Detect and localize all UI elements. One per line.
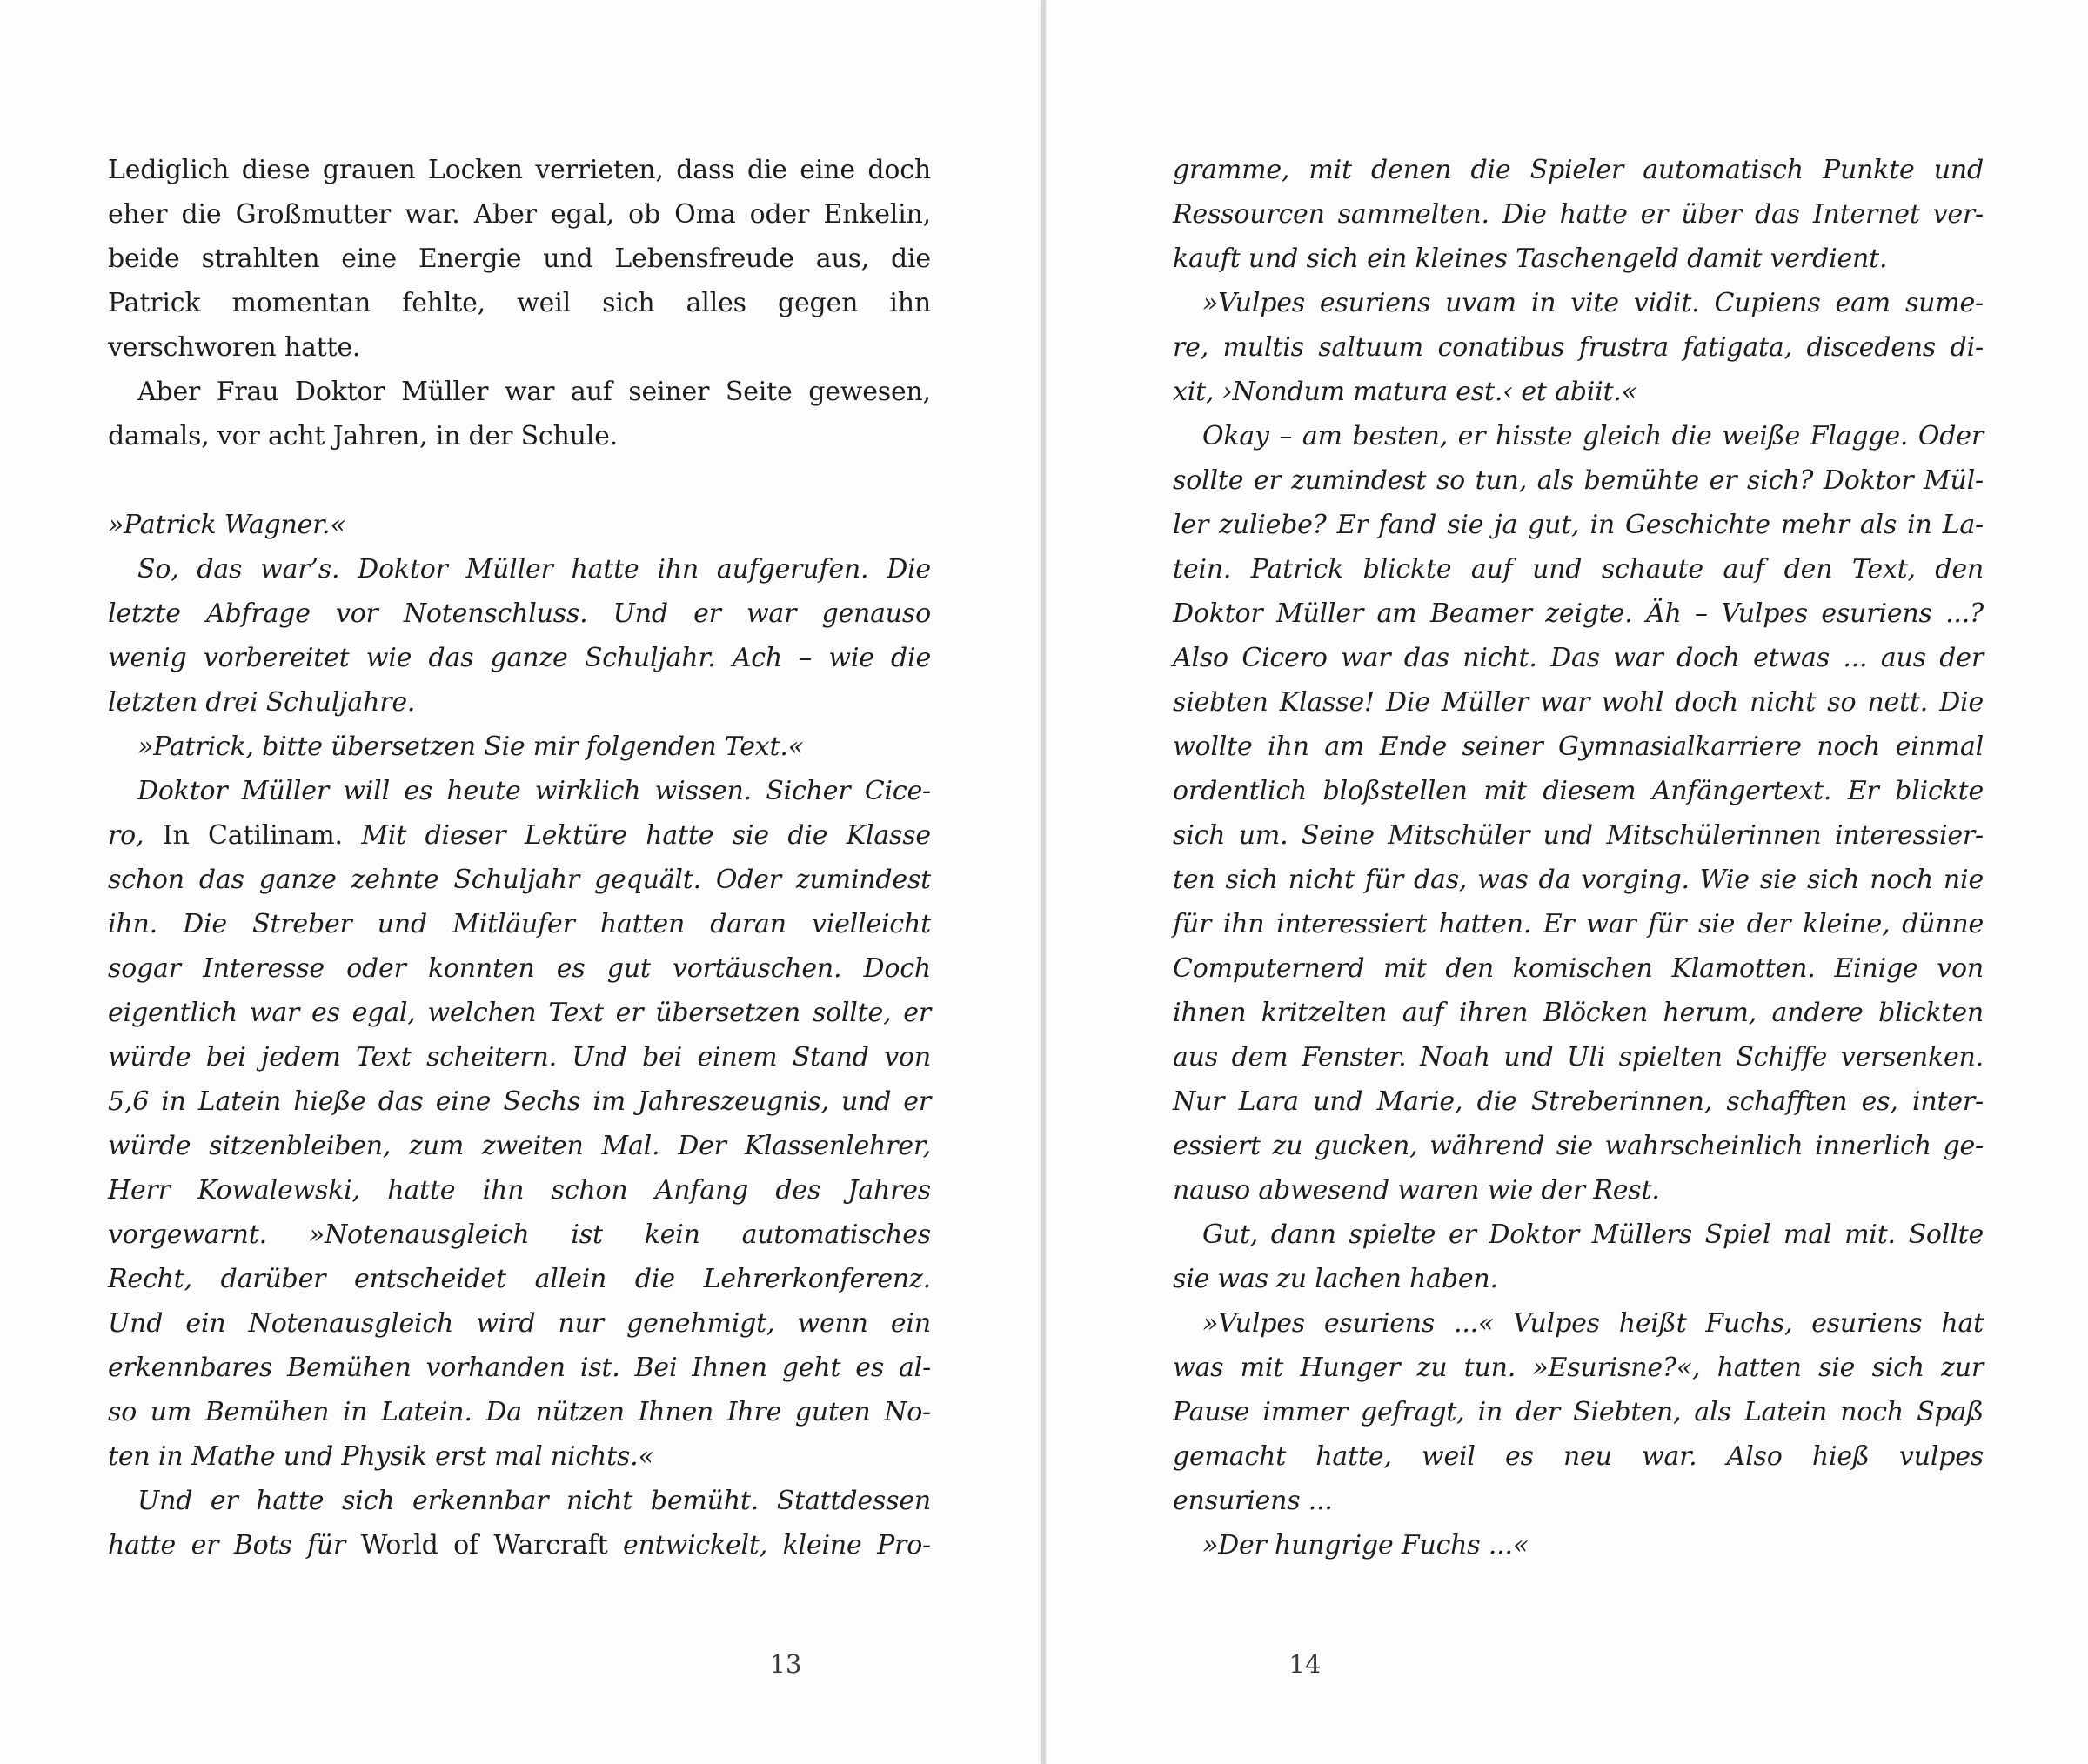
text-segment: In Catilinam. [162,820,343,851]
text-segment: Mit dieser Lektüre hatte sie die Klasse [342,820,931,851]
paragraph [1173,148,1984,281]
text-line: aus dem Fenster. Noah und Uli spielten Schiffe versenken. [1173,1042,1984,1072]
text-line: damals, vor acht Jahren, in der Schule. [108,421,619,451]
text-segment: World of Warcraft [360,1530,608,1560]
text-line: Herr Kowalewski, hatte ihn schon Anfang des Jahres [108,1175,931,1206]
text-line: schon das ganze zehnte Schuljahr gequält. Oder zumindest [108,865,931,895]
text-line: »Vulpes esuriens uvam in vite vidit. Cupiens eam sume- [1202,288,1984,318]
text-line: kauft und sich ein kleines Taschengeld damit verdient. [1173,244,1888,274]
text-line: »Der hungrige Fuchs ...« [1202,1530,1529,1560]
text-segment: ro, [108,820,163,851]
text-line: Patrick momentan fehlte, weil sich alles gegen ihn [108,288,931,318]
text-line: Recht, darüber entscheidet allein die Lehrerkonferenz. [108,1264,931,1294]
text-line: wenig vorbereitet wie das ganze Schuljahr. Ach – wie die [108,643,931,673]
text-line: letzte Abfrage vor Notenschluss. Und er war genauso [108,598,931,629]
text-line: letzten drei Schuljahre. [108,687,416,718]
text-segment: hatte er Bots für [108,1530,361,1560]
text-line: xit, ›Nondum matura est.‹ et abiit.« [1173,377,1637,407]
text-line: verschworen hatte. [108,332,361,363]
text-line: Nur Lara und Marie, die Streberinnen, schafften es, inter- [1173,1086,1984,1117]
paragraph [1173,281,1984,414]
text-line: würde bei jedem Text scheitern. Und bei einem Stand von [108,1042,931,1072]
text-line: sich um. Seine Mitschüler und Mitschülerinnen interessier- [1173,820,1984,851]
paragraph [1173,1523,1984,1567]
text-line: »Patrick, bitte übersetzen Sie mir folgenden Text.« [137,732,804,762]
page-number-right: 14 [1288,1649,1322,1679]
text-line: beide strahlten eine Energie und Lebensfreude aus, die [108,244,931,274]
text-line: wollte ihn am Ende seiner Gymnasialkarriere noch einmal [1173,732,1984,762]
text-line: siebten Klasse! Die Müller war wohl doch nicht so nett. Die [1173,687,1984,718]
text-line: ler zuliebe? Er fand sie ja gut, in Geschichte mehr als in La- [1173,510,1984,540]
text-line: eigentlich war es egal, welchen Text er übersetzen sollte, er [108,998,931,1028]
text-line: würde sitzenbleiben, zum zweiten Mal. Der Klassenlehrer, [108,1131,931,1161]
text-line: Pause immer gefragt, in der Siebten, als Latein noch Spaß [1173,1397,1984,1427]
text-line: vorgewarnt. »Notenausgleich ist kein automatisches [108,1219,931,1250]
text-line [108,813,931,858]
text-segment: entwickelt, kleine Pro- [607,1530,931,1560]
text-line: Okay – am besten, er hisste gleich die weiße Flagge. Oder [1202,421,1984,451]
text-line: essiert zu gucken, während sie wahrscheinlich innerlich ge- [1173,1131,1984,1161]
text-line [108,1523,931,1567]
paragraph [108,503,931,547]
text-line: Und er hatte sich erkennbar nicht bemüht. Stattdessen [137,1486,931,1516]
paragraph [108,370,931,458]
text-line: ordentlich bloßstellen mit diesem Anfängertext. Er blickte [1173,776,1984,806]
paragraph [108,148,931,370]
text-line: Aber Frau Doktor Müller war auf seiner Seite gewesen, [137,377,931,407]
text-line: eher die Großmutter war. Aber egal, ob Oma oder Enkelin, [108,199,931,230]
page-14-text-column [1173,148,1984,1567]
text-line: ensuriens ... [1173,1486,1333,1516]
text-line: gramme, mit denen die Spieler automatisch Punkte und [1173,155,1984,185]
paragraph [108,547,931,725]
text-line: erkennbares Bemühen vorhanden ist. Bei Ihnen geht es al- [108,1353,931,1383]
paragraph [108,725,931,769]
text-line: Doktor Müller am Beamer zeigte. Äh – Vulpes esuriens ...? [1173,598,1984,629]
text-line: Lediglich diese grauen Locken verrieten, dass die eine doch [108,155,931,185]
paragraph [1173,1301,1984,1523]
text-line: Also Cicero war das nicht. Das war doch etwas ... aus der [1173,643,1984,673]
text-line: »Vulpes esuriens ...« Vulpes heißt Fuchs, esuriens hat [1202,1308,1984,1339]
text-line: Gut, dann spielte er Doktor Müllers Spiel mal mit. Sollte [1202,1219,1984,1250]
paragraph [1173,1213,1984,1301]
text-line: ihnen kritzelten auf ihren Blöcken herum, andere blickten [1173,998,1984,1028]
page-number-left: 13 [769,1649,802,1679]
paragraph [108,769,931,1479]
page-gutter-divider [1041,0,1046,1764]
text-line: So, das war’s. Doktor Müller hatte ihn aufgerufen. Die [137,554,931,585]
text-line: ihn. Die Streber und Mitläufer hatten daran vielleicht [108,909,931,939]
text-line: »Patrick Wagner.« [108,510,346,540]
text-line: sogar Interesse oder konnten es gut vortäuschen. Doch [108,953,931,984]
text-line: 5,6 in Latein hieße das eine Sechs im Jahreszeugnis, und er [108,1086,931,1117]
text-line: für ihn interessiert hatten. Er war für sie der kleine, dünne [1173,909,1984,939]
paragraph [108,1479,931,1567]
text-line: ten sich nicht für das, was da vorging. Wie sie sich noch nie [1173,865,1984,895]
text-line: gemacht hatte, weil es neu war. Also hieß vulpes [1173,1441,1984,1472]
text-line: nauso abwesend waren wie der Rest. [1173,1175,1660,1206]
text-line: Und ein Notenausgleich wird nur genehmigt, wenn ein [108,1308,931,1339]
text-line: so um Bemühen in Latein. Da nützen Ihnen Ihre guten No- [108,1397,931,1427]
text-line: tein. Patrick blickte auf und schaute auf den Text, den [1173,554,1984,585]
text-line: re, multis saltuum conatibus frustra fatigata, discedens di- [1173,332,1984,363]
text-line: ten in Mathe und Physik erst mal nichts.« [108,1441,654,1472]
text-line: Ressourcen sammelten. Die hatte er über das Internet ver- [1173,199,1984,230]
text-line: was mit Hunger zu tun. »Esurisne?«, hatten sie sich zur [1173,1353,1984,1383]
page-13-text-column [108,148,931,1567]
text-line: Doktor Müller will es heute wirklich wissen. Sicher Cice- [137,776,931,806]
text-line: sie was zu lachen haben. [1173,1264,1498,1294]
paragraph [1173,414,1984,1213]
text-line: sollte er zumindest so tun, als bemühte er sich? Doktor Mül- [1173,465,1984,496]
text-line: Computernerd mit den komischen Klamotten. Einige von [1173,953,1984,984]
